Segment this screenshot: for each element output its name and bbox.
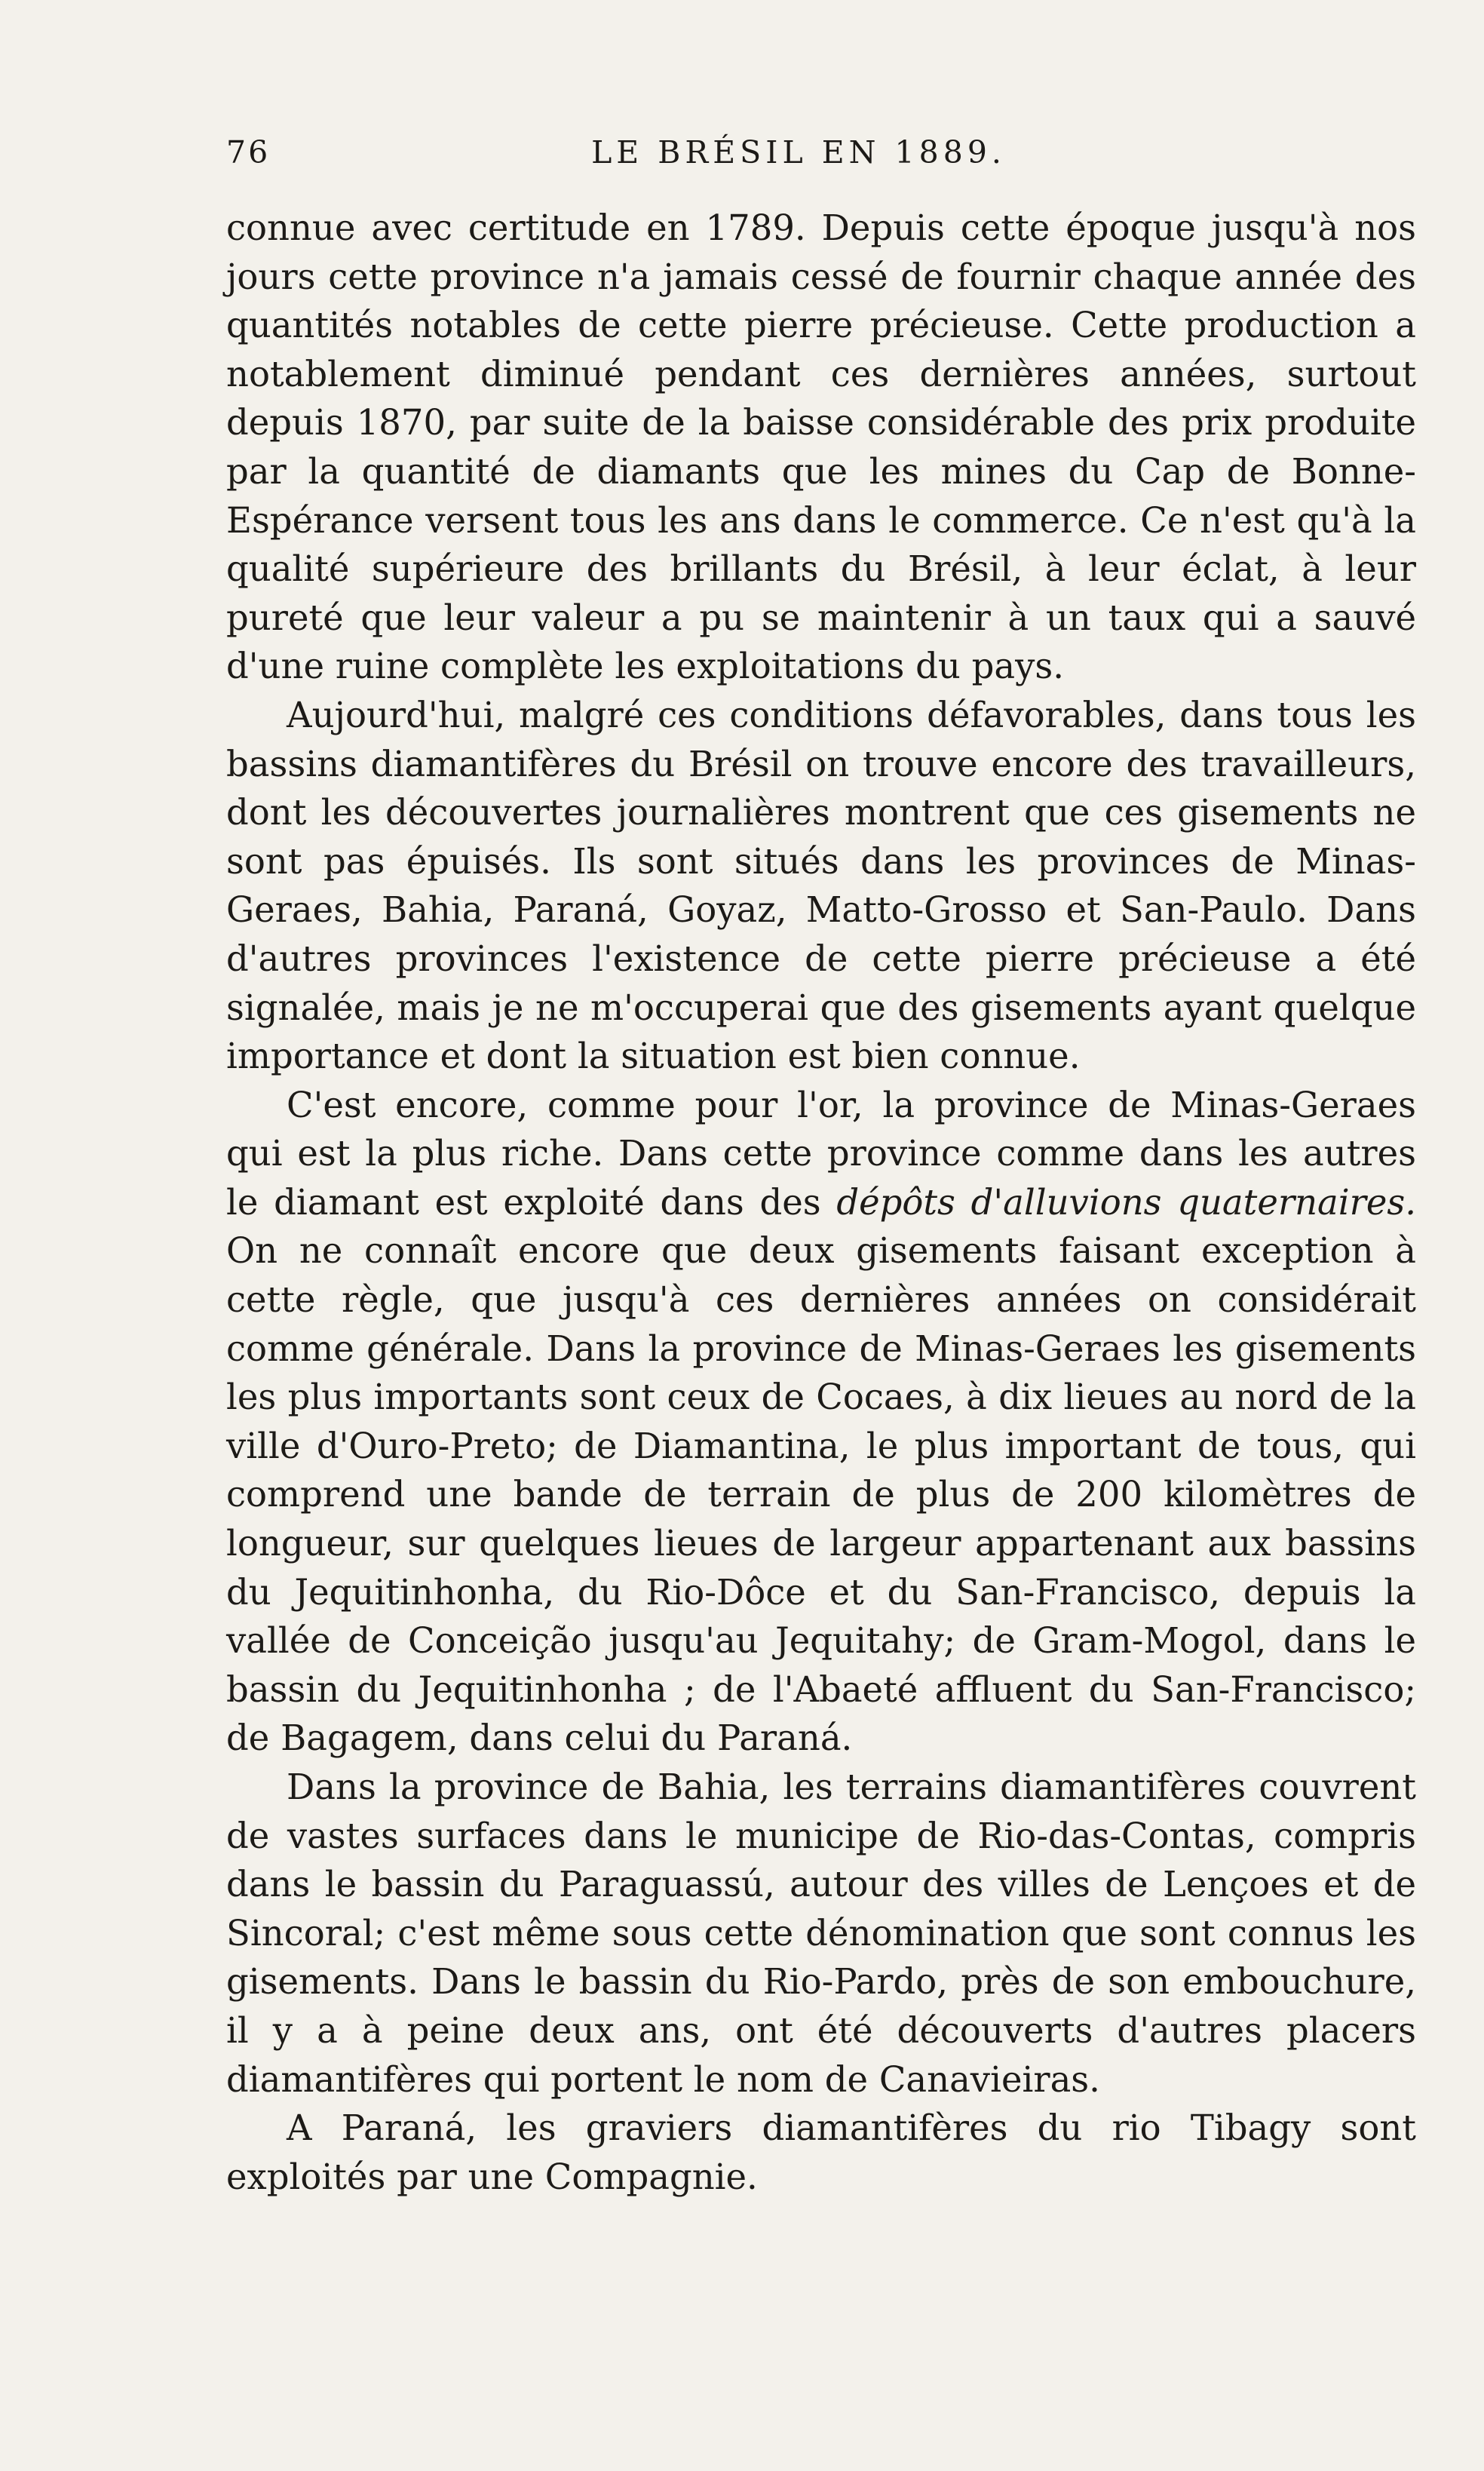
paragraph-3 [226, 1081, 1416, 1763]
italic-phrase: dépôts d'alluvions quaternaires. [836, 1181, 1417, 1223]
paragraph-3-part-1: C'est encore, comme pour l'or, la province de Minas-Geraes qui est la plus riche. Dans cette province comme dans les autres le diamant est exploité dans des [226, 1084, 1416, 1223]
page-number: 76 [226, 134, 271, 170]
running-title: LE BRÉSIL EN 1889. [591, 134, 1006, 170]
paragraph-4: Dans la province de Bahia, les terrains diamantifères couvrent de vastes surfaces dans le municipe de Rio-das-Contas, compris dans le bassin du Paraguassú, autour des villes de Lençoes et de Sincoral; c'est même sous cette dénomination que sont connus les gisements. Dans le bassin du Rio-Pardo, près de son embouchure, il y a à peine deux ans, ont été découverts d'autres placers diamantifères qui portent le nom de Canavieiras. [226, 1767, 1416, 2100]
paragraph-2: Aujourd'hui, malgré ces conditions défavorables, dans tous les bassins diamantifères du Brésil on trouve encore des travailleurs, dont les découvertes journalières montrent que ces gisements ne sont pas épuisés. Ils sont situés dans les provinces de Minas-Geraes, Bahia, Paraná, Goyaz, Matto-Grosso et San-Paulo. Dans d'autres provinces l'existence de cette pierre précieuse a été signalée, mais je ne m'occuperai que des gisements ayant quelque importance et dont la situation est bien connue. [226, 694, 1416, 1077]
paragraph-1: connue avec certitude en 1789. Depuis cette époque jusqu'à nos jours cette province n'a jamais cessé de fournir chaque année des quantités notables de cette pierre précieuse. Cette production a notablement diminué pendant ces dernières années, surtout depuis 1870, par suite de la baisse considérable des prix produite par la quantité de diamants que les mines du Cap de Bonne-Espérance versent tous les ans dans le commerce. Ce n'est qu'à la qualité supérieure des brillants du Brésil, à leur éclat, à leur pureté que leur valeur a pu se maintenir à un taux qui a sauvé d'une ruine complète les exploitations du pays. [226, 207, 1416, 687]
body-text [226, 204, 1416, 2201]
paragraph-5: A Paraná, les graviers diamantifères du rio Tibagy sont exploités par une Compagnie. [226, 2107, 1416, 2197]
page-header [226, 134, 1416, 187]
paragraph-3-part-2: On ne connaît encore que deux gisements faisant exception à cette règle, que jusqu'à ces dernières années on considérait comme générale. Dans la province de Minas-Geraes les gisements les plus importants sont ceux de Cocaes, à dix lieues au nord de la ville d'Ouro-Preto; de Diamantina, le plus important de tous, qui comprend une bande de terrain de plus de 200 kilomètres de longueur, sur quelques lieues de largeur appartenant aux bassins du Jequitinhonha, du Rio-Dôce et du San-Francisco, depuis la vallée de Conceição jusqu'au Jequitahy; de Gram-Mogol, dans le bassin du Jequitinhonha ; de l'Abaeté affluent du San-Francisco; de Bagagem, dans celui du Paraná. [226, 1230, 1416, 1759]
